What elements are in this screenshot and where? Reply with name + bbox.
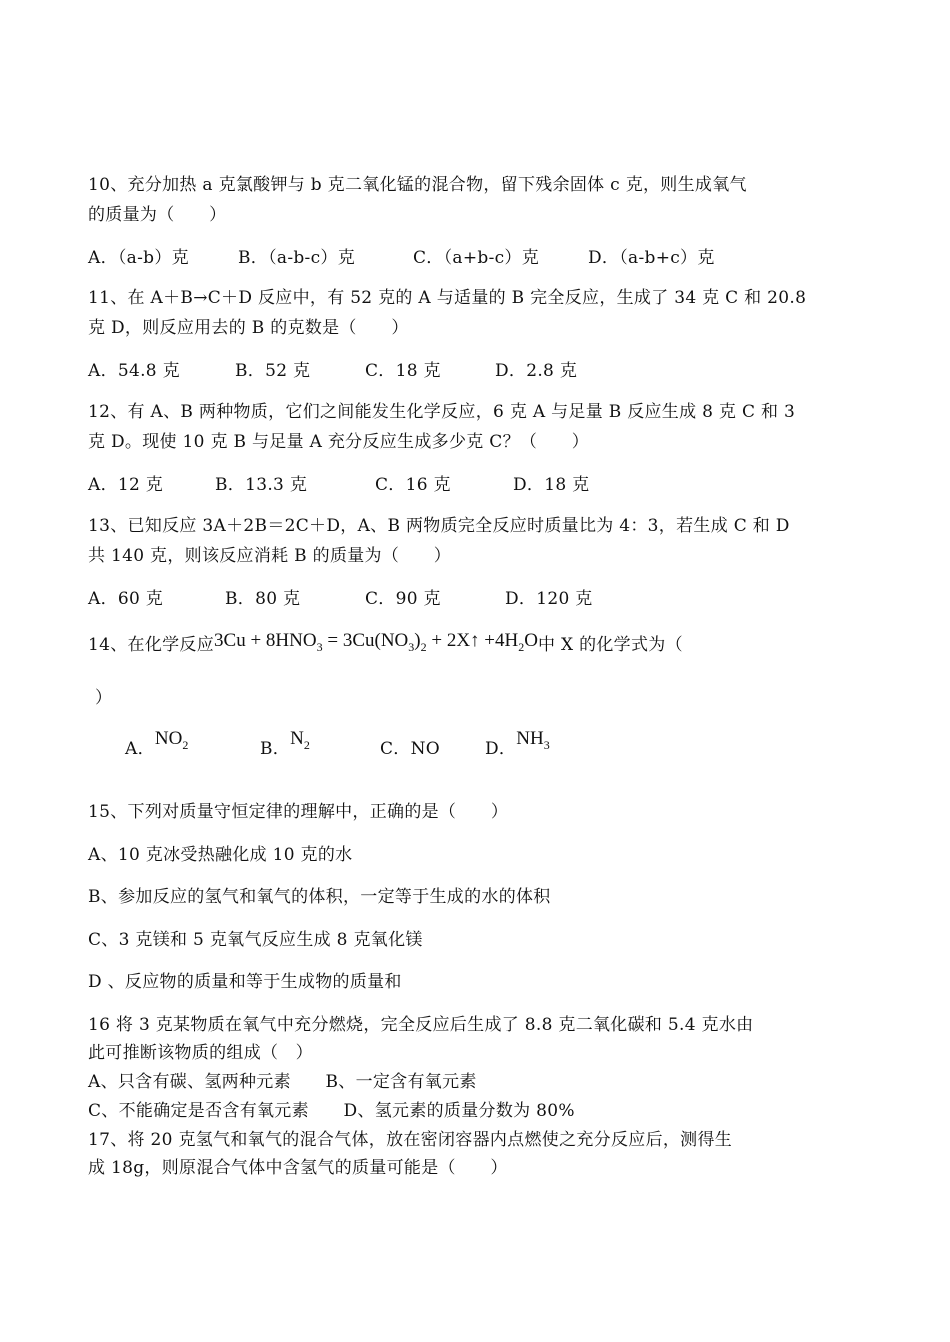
q10-option-a: A．（a-b）克	[88, 248, 189, 268]
q10-stem-line1: 10、充分加热 a 克氯酸钾与 b 克二氧化锰的混合物，留下残余固体 c 克，则生成氧气	[88, 175, 747, 195]
q14-option-b-formula: $N_2$	[290, 728, 310, 752]
q14-stem-line1	[88, 630, 683, 655]
q16-stem-line1: 16 将 3 克某物质在氧气中充分燃烧，完全反应后生成了 8.8 克二氧化碳和 5.4 克水由	[88, 1015, 754, 1035]
q11-stem-line1: 11、在 A＋B→C＋D 反应中，有 52 克的 A 与适量的 B 完全反应，生成了 34 克 C 和 20.8	[88, 288, 807, 308]
q12-option-a: A．12 克	[88, 475, 164, 495]
q11-option-b: B．52 克	[235, 361, 311, 381]
q10-option-d: D．（a-b+c）克	[588, 248, 715, 268]
q14-options	[125, 728, 550, 759]
q13-option-d: D．120 克	[505, 589, 593, 609]
q12-stem-line1: 12、有 A、B 两种物质，它们之间能发生化学反应，6 克 A 与足量 B 反应生成 8 克 C 和 3	[88, 402, 796, 422]
q12-option-d: D．18 克	[513, 475, 590, 495]
q14-stem-prefix: 14、在化学反应	[88, 635, 215, 655]
q12-stem-line2: 克 D。现使 10 克 B 与足量 A 充分反应生成多少克 C？（ ）	[88, 432, 590, 452]
q16-options-line1: A、只含有碳、氢两种元素 B、一定含有氧元素	[88, 1072, 477, 1092]
q14-option-a-formula: $NO_2$	[154, 728, 189, 752]
q14-option-b: B．$N_2$	[260, 728, 310, 759]
q12-option-b: B．13.3 克	[215, 475, 308, 495]
q17-stem-line1: 17、将 20 克氢气和氧气的混合气体，放在密闭容器内点燃使之充分反应后，测得生	[88, 1130, 733, 1150]
q11-option-d: D．2.8 克	[495, 361, 578, 381]
q14-option-a: A．$NO_2$	[125, 728, 189, 759]
q13-stem-line2: 共 140 克，则该反应消耗 B 的质量为（ ）	[88, 546, 452, 566]
q11-option-a: A．54.8 克	[88, 361, 180, 381]
q10-stem-line2: 的质量为（ ）	[88, 205, 227, 225]
q11-option-c: C．18 克	[365, 361, 441, 381]
q16-options-line2: C、不能确定是否含有氧元素 D、氢元素的质量分数为 80%	[88, 1101, 575, 1121]
q10-option-c: C．（a+b-c）克	[413, 248, 540, 268]
q14-option-d: D．$NH_3$	[485, 728, 550, 759]
q13-options	[88, 584, 593, 609]
q11-options	[88, 356, 577, 381]
q13-option-a: A．60 克	[88, 589, 164, 609]
q14-option-d-formula: $NH_3$	[516, 728, 550, 752]
q15-option-b: B、参加反应的氢气和氧气的体积，一定等于生成的水的体积	[88, 887, 551, 907]
q14-stem-line2: ）	[95, 688, 113, 708]
q13-option-b: B．80 克	[225, 589, 301, 609]
q15-stem: 15、下列对质量守恒定律的理解中，正确的是（ ）	[88, 802, 509, 822]
q13-stem-line1: 13、已知反应 3A＋2B＝2C＋D，A、B 两物质完全反应时质量比为 4：3，若生成 C 和 D	[88, 516, 790, 536]
q10-options	[88, 243, 715, 268]
q15-option-c: C、3 克镁和 5 克氧气反应生成 8 克氧化镁	[88, 930, 423, 950]
q17-stem-line2: 成 18g，则原混合气体中含氢气的质量可能是（ ）	[88, 1158, 508, 1178]
q12-option-c: C．16 克	[375, 475, 451, 495]
q16-stem-line2: 此可推断该物质的组成（ ）	[88, 1043, 313, 1063]
q14-stem-suffix: 中 X 的化学式为（	[537, 635, 683, 655]
q15-option-d: D 、反应物的质量和等于生成物的质量和	[88, 972, 402, 992]
q13-option-c: C．90 克	[365, 589, 441, 609]
q10-option-b: B．（a-b-c）克	[238, 248, 356, 268]
q12-options	[88, 470, 589, 495]
q15-option-a: A、10 克冰受热融化成 10 克的水	[88, 845, 353, 865]
q14-option-c: C．NO	[380, 739, 441, 759]
q14-reaction-equation: $3Cu + 8HNO_3 = 3Cu(NO_3)_2$ + 2X↑ $+4H_2O$	[214, 630, 538, 654]
q11-stem-line2: 克 D，则反应用去的 B 的克数是（ ）	[88, 318, 409, 338]
